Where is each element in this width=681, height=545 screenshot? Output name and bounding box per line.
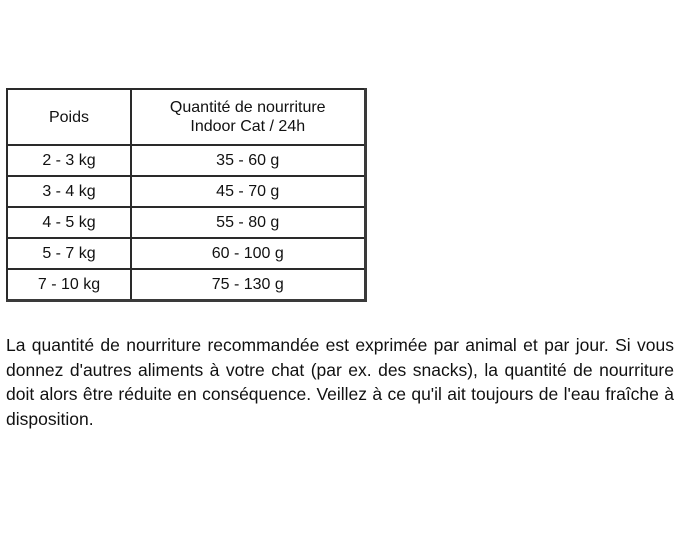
header-quantity-line2: Indoor Cat / 24h [190, 118, 306, 135]
table-row [7, 238, 365, 269]
quantity-cell: 35 - 60 g [131, 145, 365, 176]
table-row [7, 207, 365, 238]
header-quantity [131, 89, 365, 145]
quantity-cell: 55 - 80 g [131, 207, 365, 238]
weight-cell: 2 - 3 kg [7, 145, 131, 176]
feeding-table [6, 88, 367, 302]
header-quantity-line1: Quantité de nourriture [169, 99, 326, 116]
weight-cell: 3 - 4 kg [7, 176, 131, 207]
table-row [7, 145, 365, 176]
quantity-cell: 75 - 130 g [131, 269, 365, 301]
weight-cell: 7 - 10 kg [7, 269, 131, 301]
table-header-row [7, 89, 365, 145]
feeding-note: La quantité de nourriture recommandée est exprimée par animal et par jour. Si vous donnez d'autres aliments à votre chat (par ex. des snacks), la quantité de nourriture doit alors être réduite en conséquence. Veillez à ce qu'il ait toujours de l'eau fraîche à disposition. [6, 335, 674, 429]
weight-cell: 5 - 7 kg [7, 238, 131, 269]
table-row [7, 269, 365, 301]
quantity-cell: 45 - 70 g [131, 176, 365, 207]
header-weight: Poids [7, 89, 131, 145]
quantity-cell: 60 - 100 g [131, 238, 365, 269]
table-row [7, 176, 365, 207]
weight-cell: 4 - 5 kg [7, 207, 131, 238]
